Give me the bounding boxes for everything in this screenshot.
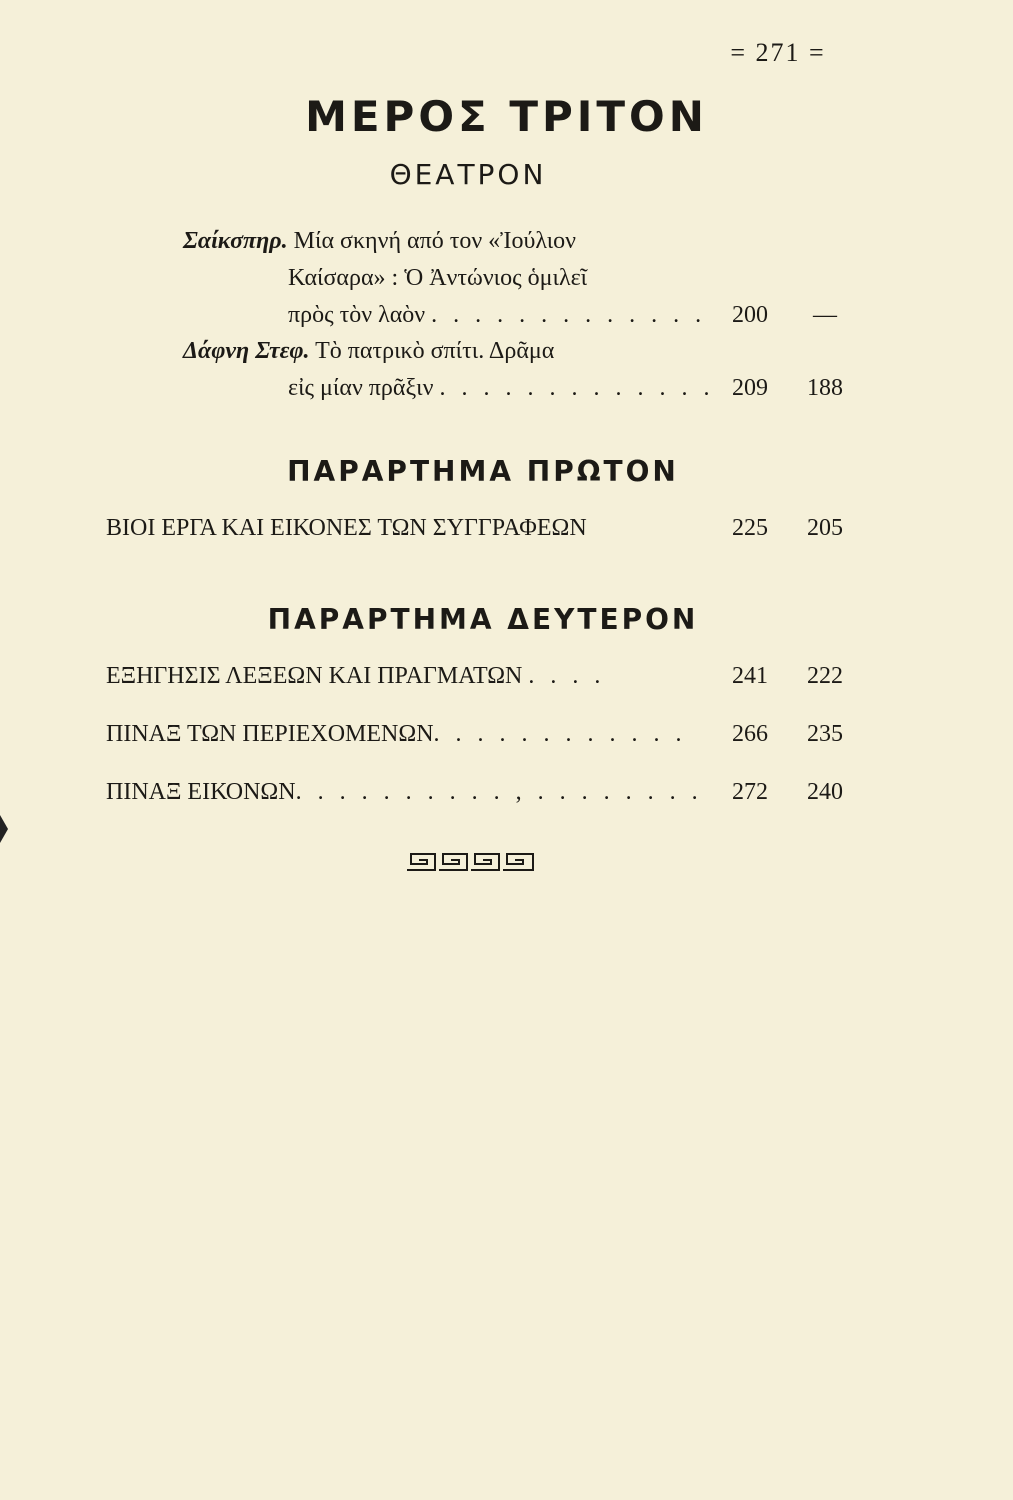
entry-author: Σαίκσπηρ. (183, 228, 288, 254)
page-ref: 240 (807, 779, 843, 805)
page-number: = 271 = (730, 38, 826, 67)
toc-entry-line: ΒΙΟΙ ΕΡΓΑ ΚΑΙ ΕΙΚΟΝΕΣ ΤΩΝ ΣΥΓΓΡΑΦΕΩΝ (106, 515, 587, 541)
leader-dots: . . . . . . . . . . . . (433, 721, 687, 747)
section-title: ΘΕΑΤΡΟΝ (389, 158, 547, 191)
edge-mark (0, 815, 8, 843)
entry-title: εἰς μίαν πρᾶξιν (288, 375, 434, 401)
page-ref: 225 (732, 515, 768, 541)
part-title: ΜΕΡΟΣ ΤΡΙΤΟΝ (305, 92, 708, 141)
entry-title: Τὸ πατρικὸ σπίτι. Δρᾶμα (309, 338, 555, 364)
entry-title: Μία σκηνή από τον «Ἰούλιον (287, 228, 577, 254)
page-ref: — (813, 302, 837, 328)
leader-dots: . . . . . . . . . . , . . . . . . . . (295, 779, 703, 805)
entry-title: ΠΙΝΑΞ ΕΙΚΟΝΩΝ (106, 779, 296, 805)
appendix-title: ΠΑΡΑΡΤΗΜΑ ΔΕΥΤΕΡΟΝ (267, 603, 699, 636)
entry-title: ΠΙΝΑΞ ΤΩΝ ΠΕΡΙΕΧΟΜΕΝΩΝ (106, 721, 434, 747)
page-ref: 200 (732, 302, 768, 328)
toc-entry-line (288, 302, 706, 329)
appendix-title: ΠΑΡΑΡΤΗΜΑ ΠΡΩΤΟΝ (287, 455, 679, 488)
page-ref: 188 (807, 375, 843, 401)
leader-dots: . . . . . . . . . . . . . (431, 302, 707, 328)
greek-key-ornament-icon (405, 850, 537, 872)
toc-entry-line (183, 338, 554, 365)
entry-title: ΕΞΗΓΗΣΙΣ ΛΕΞΕΩΝ ΚΑΙ ΠΡΑΓΜΑΤΩΝ (106, 663, 523, 689)
page-ref: 235 (807, 721, 843, 747)
page-ref: 222 (807, 663, 843, 689)
entry-author: Δάφνη Στεφ. (183, 338, 310, 364)
toc-entry-line (106, 663, 605, 690)
leader-dots: . . . . (528, 663, 606, 689)
leader-dots: . . . . . . . . . . . . . (439, 375, 715, 401)
page-ref: 272 (732, 779, 768, 805)
toc-entry-line: Καίσαρα» : Ὁ Ἀντώνιος ὁμιλεῖ (288, 265, 588, 291)
toc-entry-line (106, 721, 687, 748)
page-ref: 209 (732, 375, 768, 401)
entry-title: πρὸς τὸν λαὸν (288, 302, 426, 328)
toc-entry-line (183, 228, 576, 255)
page-ref: 205 (807, 515, 843, 541)
page-ref: 266 (732, 721, 768, 747)
page-ref: 241 (732, 663, 768, 689)
toc-entry-line (288, 375, 714, 402)
toc-entry-line (106, 779, 703, 806)
